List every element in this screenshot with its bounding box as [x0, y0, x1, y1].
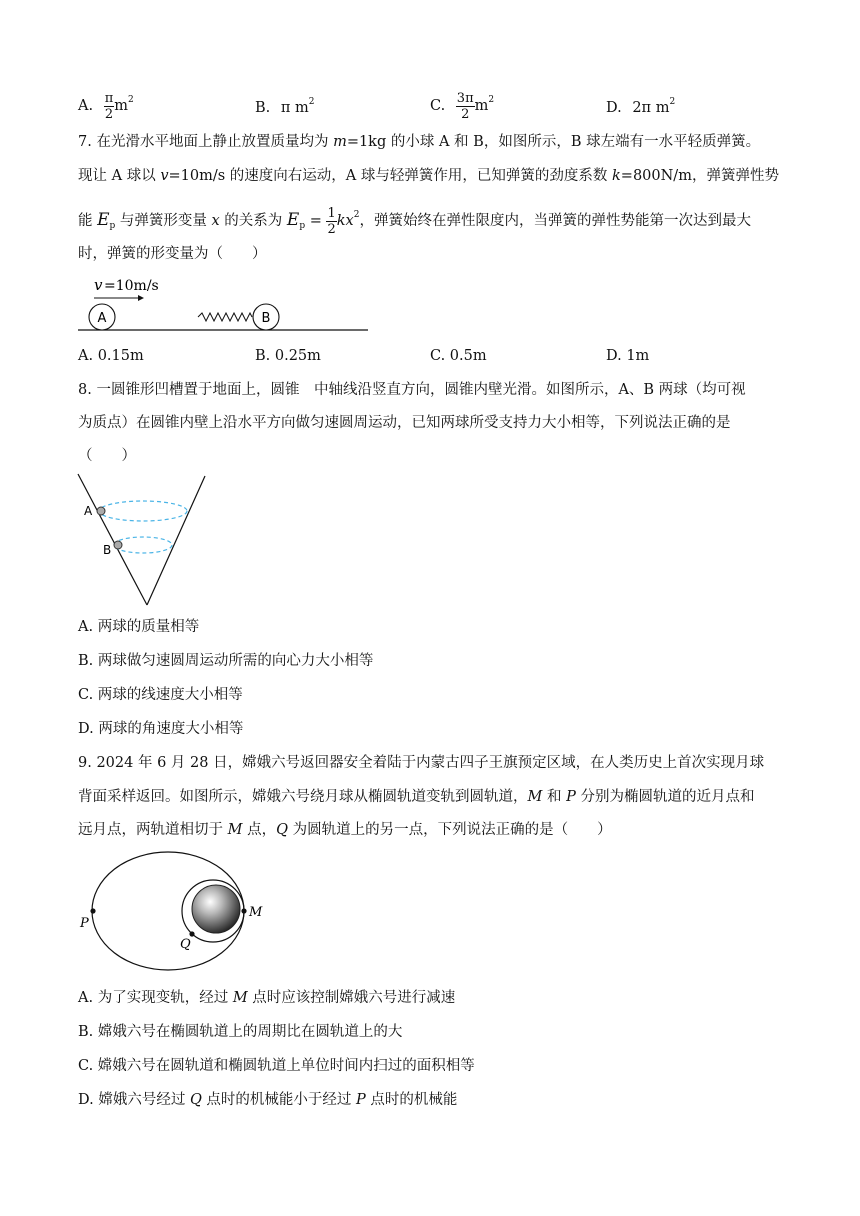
cone-left-wall: [78, 474, 147, 605]
point-p: [90, 908, 95, 913]
ball-a-label: A: [97, 311, 107, 326]
q9-line-1: 9. 2024 年 6 月 28 日，嫦娥六号返回器安全着陆于内蒙古四子王旗预定区域，在人类历史上首次实现月球: [78, 755, 765, 771]
q8-option-a: A. 两球的质量相等: [78, 619, 200, 635]
q6-option-b: B. π $m^2$: [255, 97, 315, 116]
q7-figure: [78, 270, 378, 340]
q8-option-d: D. 两球的角速度大小相等: [78, 721, 244, 737]
q7-line-4: 时，弹簧的形变量为（ ）: [78, 246, 267, 262]
q7-option-d: D. 1m: [606, 348, 650, 364]
q9-option-b: B. 嫦娥六号在椭圆轨道上的周期比在圆轨道上的大: [78, 1024, 403, 1040]
moon: [192, 885, 240, 933]
velocity-value-label: =10m/s: [104, 278, 159, 294]
q6-option-a-fraction: $\frac{\pi}{2}$: [104, 90, 114, 122]
q7-line-3: 能 $E_p$ 与弹簧形变量 x 的关系为 $E_p$ = $\frac{1}{2}$ $kx^2$，弹簧始终在弹性限度内，当弹簧的弹性势能第一次达到最大: [78, 205, 751, 237]
q7-line-2: 现让 A 球以 v=10m/s 的速度向右运动，A 球与轻弹簧作用，已知弹簧的劲度系数 k=800N/m，弹簧弹性势: [78, 168, 779, 184]
orbit-a: [99, 501, 187, 521]
q6-option-a: A. $\frac{\pi}{2}$ $m^2$: [78, 90, 134, 122]
cone-ball-b-label: B: [103, 543, 112, 557]
cone-ball-a-label: A: [84, 504, 93, 518]
velocity-v-label: v: [94, 276, 103, 294]
q9-option-d: D. 嫦娥六号经过 Q 点时的机械能小于经过 P 点时的机械能: [78, 1092, 458, 1108]
q8-cone-figure: [78, 474, 228, 614]
point-m: [241, 908, 246, 913]
q9-option-a: A. 为了实现变轨，经过 M 点时应该控制嫦娥六号进行减速: [78, 990, 456, 1006]
q8-line-2: 为质点）在圆锥内壁上沿水平方向做匀速圆周运动，已知两球所受支持力大小相等，下列说法正确的是: [78, 415, 731, 431]
cone-right-wall: [147, 476, 205, 605]
velocity-arrow-head: [138, 295, 144, 301]
ball-a-cone: [97, 507, 105, 515]
orbit-b: [114, 537, 172, 553]
q7-option-a: A. 0.15m: [78, 348, 144, 364]
q6-option-c: C. $\frac{3\pi}{2}$ $m^2$: [430, 90, 495, 122]
point-q: [189, 931, 194, 936]
q6-option-a-letter: A.: [78, 98, 94, 114]
point-p-label: P: [80, 916, 89, 931]
q7-option-b: B. 0.25m: [255, 348, 321, 364]
q7-option-c: C. 0.5m: [430, 348, 487, 364]
q7-line-1: 7. 在光滑水平地面上静止放置质量均为 m=1kg 的小球 A 和 B，如图所示，B 球左端有一水平轻质弹簧。: [78, 134, 761, 150]
ball-b-label: B: [261, 311, 271, 326]
q8-line-3: （ ）: [78, 448, 136, 464]
q9-option-c: C. 嫦娥六号在圆轨道和椭圆轨道上单位时间内扫过的面积相等: [78, 1058, 475, 1074]
q6-option-d: D. 2π $m^2$: [606, 97, 676, 116]
q9-orbit-figure: [78, 850, 278, 980]
q8-option-c: C. 两球的线速度大小相等: [78, 687, 243, 703]
spring: [198, 313, 252, 321]
ball-b-cone: [114, 541, 122, 549]
q9-line-3: 远月点，两轨道相切于 M 点，Q 为圆轨道上的另一点，下列说法正确的是（ ）: [78, 822, 612, 838]
point-q-label: Q: [180, 937, 191, 952]
point-m-label: M: [249, 905, 263, 920]
q9-line-2: 背面采样返回。如图所示，嫦娥六号绕月球从椭圆轨道变轨到圆轨道，M 和 P 分别为椭圆轨道的近月点和: [78, 789, 755, 805]
q8-line-1: 8. 一圆锥形凹槽置于地面上，圆锥 中轴线沿竖直方向，圆锥内壁光滑。如图所示，A、B 两球（均可视: [78, 382, 746, 398]
q8-option-b: B. 两球做匀速圆周运动所需的向心力大小相等: [78, 653, 374, 669]
half-fraction: $\frac{1}{2}$: [327, 205, 336, 237]
